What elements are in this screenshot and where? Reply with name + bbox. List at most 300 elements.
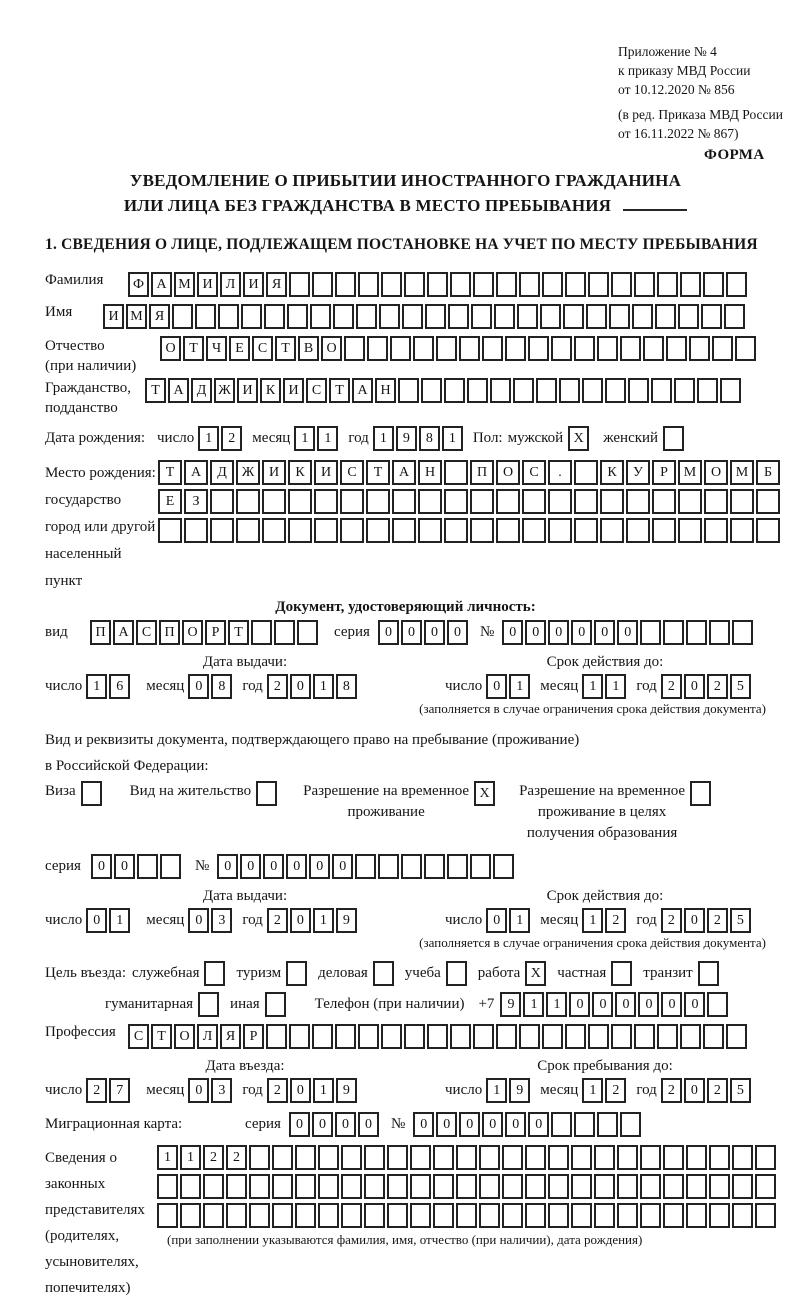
char-cell[interactable] xyxy=(218,304,239,329)
char-cell[interactable] xyxy=(493,854,514,879)
char-cell[interactable] xyxy=(318,1203,339,1228)
char-cell[interactable] xyxy=(704,489,728,514)
char-cell[interactable]: П xyxy=(159,620,180,645)
char-cell[interactable]: У xyxy=(626,460,650,485)
char-cell[interactable]: О xyxy=(182,620,203,645)
char-cell[interactable]: О xyxy=(174,1024,195,1049)
surname-input[interactable] xyxy=(128,272,749,297)
char-cell[interactable] xyxy=(574,489,598,514)
char-cell[interactable] xyxy=(657,272,678,297)
char-cell[interactable] xyxy=(333,304,354,329)
char-cell[interactable] xyxy=(289,272,310,297)
purpose-official-checkbox[interactable] xyxy=(204,961,225,986)
char-cell[interactable] xyxy=(703,1024,724,1049)
char-cell[interactable]: 0 xyxy=(615,992,636,1017)
char-cell[interactable] xyxy=(528,336,549,361)
char-cell[interactable]: 0 xyxy=(335,1112,356,1137)
char-cell[interactable]: Ж xyxy=(236,460,260,485)
char-cell[interactable]: К xyxy=(600,460,624,485)
char-cell[interactable] xyxy=(563,304,584,329)
char-cell[interactable] xyxy=(444,460,468,485)
char-cell[interactable]: Я xyxy=(149,304,170,329)
char-cell[interactable]: 2 xyxy=(707,1078,728,1103)
char-cell[interactable]: 0 xyxy=(309,854,330,879)
purpose-tourism-checkbox[interactable] xyxy=(286,961,307,986)
doc-valid-month-input[interactable] xyxy=(582,674,628,699)
char-cell[interactable] xyxy=(519,272,540,297)
char-cell[interactable] xyxy=(157,1174,178,1199)
char-cell[interactable] xyxy=(548,1145,569,1170)
char-cell[interactable]: А xyxy=(151,272,172,297)
edu-residence-checkbox[interactable] xyxy=(690,781,711,806)
char-cell[interactable]: Т xyxy=(183,336,204,361)
char-cell[interactable] xyxy=(471,304,492,329)
char-cell[interactable] xyxy=(366,518,390,543)
migration-series-input[interactable] xyxy=(289,1112,381,1137)
char-cell[interactable] xyxy=(404,1024,425,1049)
char-cell[interactable]: 0 xyxy=(482,1112,503,1137)
char-cell[interactable] xyxy=(410,1145,431,1170)
entry-year-input[interactable] xyxy=(267,1078,359,1103)
char-cell[interactable]: М xyxy=(678,460,702,485)
char-cell[interactable]: И xyxy=(243,272,264,297)
char-cell[interactable] xyxy=(314,489,338,514)
char-cell[interactable]: 0 xyxy=(638,992,659,1017)
char-cell[interactable] xyxy=(730,518,754,543)
char-cell[interactable]: Я xyxy=(266,272,287,297)
char-cell[interactable]: 2 xyxy=(86,1078,107,1103)
char-cell[interactable]: 1 xyxy=(582,1078,603,1103)
char-cell[interactable]: С xyxy=(136,620,157,645)
birth-place-input-line-2[interactable] xyxy=(158,489,782,514)
char-cell[interactable] xyxy=(582,378,603,403)
char-cell[interactable]: 0 xyxy=(114,854,135,879)
char-cell[interactable]: 0 xyxy=(447,620,468,645)
residence-permit-checkbox[interactable] xyxy=(256,781,277,806)
char-cell[interactable] xyxy=(180,1174,201,1199)
char-cell[interactable] xyxy=(663,1174,684,1199)
char-cell[interactable] xyxy=(640,1174,661,1199)
char-cell[interactable] xyxy=(709,1174,730,1199)
char-cell[interactable] xyxy=(433,1174,454,1199)
char-cell[interactable]: А xyxy=(113,620,134,645)
char-cell[interactable] xyxy=(755,1203,776,1228)
char-cell[interactable] xyxy=(735,336,756,361)
char-cell[interactable] xyxy=(519,1024,540,1049)
char-cell[interactable]: Д xyxy=(191,378,212,403)
char-cell[interactable] xyxy=(249,1145,270,1170)
char-cell[interactable]: 0 xyxy=(548,620,569,645)
char-cell[interactable] xyxy=(588,272,609,297)
char-cell[interactable] xyxy=(295,1203,316,1228)
char-cell[interactable]: П xyxy=(90,620,111,645)
char-cell[interactable]: 0 xyxy=(661,992,682,1017)
residence-valid-year-input[interactable] xyxy=(661,908,753,933)
char-cell[interactable] xyxy=(436,336,457,361)
char-cell[interactable] xyxy=(295,1145,316,1170)
char-cell[interactable]: 1 xyxy=(294,426,315,451)
char-cell[interactable] xyxy=(341,1203,362,1228)
char-cell[interactable] xyxy=(663,1145,684,1170)
char-cell[interactable]: 0 xyxy=(358,1112,379,1137)
char-cell[interactable]: П xyxy=(470,460,494,485)
entry-day-input[interactable] xyxy=(86,1078,132,1103)
char-cell[interactable] xyxy=(410,1174,431,1199)
char-cell[interactable]: С xyxy=(128,1024,149,1049)
char-cell[interactable]: 2 xyxy=(226,1145,247,1170)
char-cell[interactable]: 0 xyxy=(413,1112,434,1137)
char-cell[interactable] xyxy=(358,272,379,297)
char-cell[interactable] xyxy=(726,1024,747,1049)
char-cell[interactable]: 1 xyxy=(442,426,463,451)
char-cell[interactable] xyxy=(341,1145,362,1170)
char-cell[interactable]: 2 xyxy=(267,908,288,933)
char-cell[interactable] xyxy=(398,378,419,403)
char-cell[interactable]: М xyxy=(174,272,195,297)
char-cell[interactable]: А xyxy=(352,378,373,403)
char-cell[interactable] xyxy=(318,1174,339,1199)
char-cell[interactable] xyxy=(490,378,511,403)
char-cell[interactable] xyxy=(456,1203,477,1228)
char-cell[interactable]: Р xyxy=(652,460,676,485)
char-cell[interactable]: 0 xyxy=(571,620,592,645)
char-cell[interactable] xyxy=(387,1174,408,1199)
char-cell[interactable] xyxy=(732,1174,753,1199)
char-cell[interactable] xyxy=(525,1145,546,1170)
char-cell[interactable] xyxy=(517,304,538,329)
citizenship-input[interactable] xyxy=(145,378,743,403)
char-cell[interactable] xyxy=(479,1174,500,1199)
char-cell[interactable]: Л xyxy=(220,272,241,297)
char-cell[interactable] xyxy=(680,272,701,297)
char-cell[interactable] xyxy=(674,378,695,403)
temp-residence-checkbox[interactable]: X xyxy=(474,781,495,806)
char-cell[interactable]: 8 xyxy=(211,674,232,699)
char-cell[interactable] xyxy=(272,1203,293,1228)
char-cell[interactable]: О xyxy=(496,460,520,485)
char-cell[interactable] xyxy=(709,620,730,645)
representatives-input-line-2[interactable] xyxy=(157,1174,778,1199)
migration-number-input[interactable] xyxy=(413,1112,643,1137)
residence-valid-day-input[interactable] xyxy=(486,908,532,933)
char-cell[interactable]: 0 xyxy=(684,992,705,1017)
patronymic-input[interactable] xyxy=(160,336,758,361)
char-cell[interactable] xyxy=(367,336,388,361)
char-cell[interactable] xyxy=(701,304,722,329)
char-cell[interactable]: И xyxy=(262,460,286,485)
char-cell[interactable]: 1 xyxy=(313,908,334,933)
char-cell[interactable] xyxy=(678,489,702,514)
char-cell[interactable]: 1 xyxy=(86,674,107,699)
doc-issue-day-input[interactable] xyxy=(86,674,132,699)
char-cell[interactable] xyxy=(470,489,494,514)
char-cell[interactable]: Т xyxy=(145,378,166,403)
char-cell[interactable] xyxy=(756,489,780,514)
doc-type-input[interactable] xyxy=(90,620,320,645)
char-cell[interactable] xyxy=(295,1174,316,1199)
char-cell[interactable]: И xyxy=(314,460,338,485)
char-cell[interactable] xyxy=(536,378,557,403)
stay-day-input[interactable] xyxy=(486,1078,532,1103)
char-cell[interactable] xyxy=(137,854,158,879)
char-cell[interactable]: 1 xyxy=(582,908,603,933)
char-cell[interactable] xyxy=(712,336,733,361)
char-cell[interactable] xyxy=(274,620,295,645)
char-cell[interactable] xyxy=(617,1203,638,1228)
char-cell[interactable]: 0 xyxy=(459,1112,480,1137)
char-cell[interactable] xyxy=(195,304,216,329)
char-cell[interactable]: 0 xyxy=(525,620,546,645)
char-cell[interactable] xyxy=(413,336,434,361)
char-cell[interactable] xyxy=(525,1203,546,1228)
representatives-input-line-3[interactable] xyxy=(157,1203,778,1228)
char-cell[interactable]: 9 xyxy=(500,992,521,1017)
char-cell[interactable] xyxy=(730,489,754,514)
char-cell[interactable] xyxy=(663,620,684,645)
char-cell[interactable] xyxy=(597,1112,618,1137)
char-cell[interactable] xyxy=(404,272,425,297)
char-cell[interactable]: 0 xyxy=(594,620,615,645)
char-cell[interactable] xyxy=(467,378,488,403)
char-cell[interactable] xyxy=(496,518,520,543)
char-cell[interactable] xyxy=(158,518,182,543)
char-cell[interactable] xyxy=(594,1174,615,1199)
char-cell[interactable] xyxy=(513,378,534,403)
char-cell[interactable]: 0 xyxy=(505,1112,526,1137)
purpose-business-checkbox[interactable] xyxy=(373,961,394,986)
char-cell[interactable] xyxy=(496,1024,517,1049)
char-cell[interactable] xyxy=(611,1024,632,1049)
char-cell[interactable] xyxy=(401,854,422,879)
char-cell[interactable] xyxy=(597,336,618,361)
char-cell[interactable]: 0 xyxy=(684,908,705,933)
char-cell[interactable] xyxy=(444,518,468,543)
char-cell[interactable]: 1 xyxy=(523,992,544,1017)
char-cell[interactable] xyxy=(732,1145,753,1170)
char-cell[interactable] xyxy=(473,272,494,297)
char-cell[interactable] xyxy=(236,489,260,514)
char-cell[interactable]: Т xyxy=(275,336,296,361)
char-cell[interactable]: 0 xyxy=(569,992,590,1017)
char-cell[interactable] xyxy=(402,304,423,329)
char-cell[interactable] xyxy=(470,854,491,879)
char-cell[interactable] xyxy=(666,336,687,361)
char-cell[interactable]: 2 xyxy=(707,674,728,699)
char-cell[interactable] xyxy=(540,304,561,329)
char-cell[interactable]: 7 xyxy=(109,1078,130,1103)
char-cell[interactable]: 5 xyxy=(730,674,751,699)
char-cell[interactable] xyxy=(502,1174,523,1199)
char-cell[interactable]: 1 xyxy=(317,426,338,451)
char-cell[interactable] xyxy=(703,272,724,297)
char-cell[interactable] xyxy=(494,304,515,329)
sex-male-checkbox[interactable]: X xyxy=(568,426,589,451)
char-cell[interactable] xyxy=(680,1024,701,1049)
char-cell[interactable]: 3 xyxy=(211,908,232,933)
char-cell[interactable] xyxy=(628,378,649,403)
char-cell[interactable] xyxy=(335,272,356,297)
char-cell[interactable]: 0 xyxy=(684,1078,705,1103)
char-cell[interactable]: 1 xyxy=(373,426,394,451)
char-cell[interactable] xyxy=(643,336,664,361)
birth-month-input[interactable] xyxy=(294,426,340,451)
char-cell[interactable] xyxy=(496,489,520,514)
char-cell[interactable]: О xyxy=(160,336,181,361)
char-cell[interactable] xyxy=(686,1203,707,1228)
char-cell[interactable] xyxy=(663,1203,684,1228)
representatives-input-line-1[interactable] xyxy=(157,1145,778,1170)
char-cell[interactable] xyxy=(657,1024,678,1049)
char-cell[interactable] xyxy=(344,336,365,361)
char-cell[interactable] xyxy=(709,1145,730,1170)
char-cell[interactable]: 0 xyxy=(424,620,445,645)
char-cell[interactable] xyxy=(379,304,400,329)
char-cell[interactable] xyxy=(594,1145,615,1170)
char-cell[interactable] xyxy=(392,489,416,514)
char-cell[interactable]: Ч xyxy=(206,336,227,361)
char-cell[interactable] xyxy=(724,304,745,329)
char-cell[interactable]: 2 xyxy=(605,1078,626,1103)
char-cell[interactable] xyxy=(355,854,376,879)
char-cell[interactable]: 2 xyxy=(707,908,728,933)
char-cell[interactable] xyxy=(456,1145,477,1170)
sex-female-checkbox[interactable] xyxy=(663,426,684,451)
residence-number-input[interactable] xyxy=(217,854,516,879)
char-cell[interactable] xyxy=(686,620,707,645)
char-cell[interactable] xyxy=(686,1174,707,1199)
char-cell[interactable]: Б xyxy=(756,460,780,485)
char-cell[interactable] xyxy=(726,272,747,297)
char-cell[interactable]: Е xyxy=(229,336,250,361)
char-cell[interactable]: Н xyxy=(375,378,396,403)
char-cell[interactable] xyxy=(249,1203,270,1228)
doc-series-input[interactable] xyxy=(378,620,470,645)
residence-valid-month-input[interactable] xyxy=(582,908,628,933)
char-cell[interactable] xyxy=(640,1145,661,1170)
char-cell[interactable] xyxy=(226,1203,247,1228)
char-cell[interactable] xyxy=(340,518,364,543)
char-cell[interactable] xyxy=(548,489,572,514)
char-cell[interactable] xyxy=(626,518,650,543)
char-cell[interactable]: Р xyxy=(205,620,226,645)
char-cell[interactable] xyxy=(172,304,193,329)
char-cell[interactable] xyxy=(689,336,710,361)
char-cell[interactable]: 9 xyxy=(336,908,357,933)
char-cell[interactable] xyxy=(655,304,676,329)
doc-issue-month-input[interactable] xyxy=(188,674,234,699)
char-cell[interactable] xyxy=(479,1203,500,1228)
char-cell[interactable] xyxy=(620,336,641,361)
char-cell[interactable] xyxy=(392,518,416,543)
char-cell[interactable] xyxy=(505,336,526,361)
char-cell[interactable] xyxy=(600,489,624,514)
char-cell[interactable] xyxy=(356,304,377,329)
char-cell[interactable]: М xyxy=(126,304,147,329)
char-cell[interactable]: Т xyxy=(366,460,390,485)
char-cell[interactable] xyxy=(640,1203,661,1228)
char-cell[interactable]: 2 xyxy=(203,1145,224,1170)
purpose-study-checkbox[interactable] xyxy=(446,961,467,986)
char-cell[interactable] xyxy=(496,272,517,297)
char-cell[interactable]: С xyxy=(522,460,546,485)
char-cell[interactable] xyxy=(184,518,208,543)
char-cell[interactable] xyxy=(203,1174,224,1199)
char-cell[interactable]: 0 xyxy=(86,908,107,933)
char-cell[interactable] xyxy=(548,1174,569,1199)
char-cell[interactable]: 0 xyxy=(486,908,507,933)
char-cell[interactable] xyxy=(632,304,653,329)
char-cell[interactable] xyxy=(381,1024,402,1049)
char-cell[interactable]: О xyxy=(321,336,342,361)
char-cell[interactable]: С xyxy=(306,378,327,403)
char-cell[interactable]: 0 xyxy=(486,674,507,699)
char-cell[interactable]: 0 xyxy=(188,674,209,699)
char-cell[interactable]: 1 xyxy=(180,1145,201,1170)
char-cell[interactable] xyxy=(574,518,598,543)
doc-valid-year-input[interactable] xyxy=(661,674,753,699)
char-cell[interactable]: Ф xyxy=(128,272,149,297)
char-cell[interactable] xyxy=(574,460,598,485)
char-cell[interactable] xyxy=(588,1024,609,1049)
char-cell[interactable] xyxy=(444,378,465,403)
char-cell[interactable] xyxy=(448,304,469,329)
char-cell[interactable]: 9 xyxy=(336,1078,357,1103)
char-cell[interactable] xyxy=(433,1145,454,1170)
char-cell[interactable] xyxy=(314,518,338,543)
char-cell[interactable] xyxy=(559,378,580,403)
char-cell[interactable]: 1 xyxy=(198,426,219,451)
char-cell[interactable] xyxy=(571,1203,592,1228)
char-cell[interactable]: 0 xyxy=(217,854,238,879)
char-cell[interactable]: 0 xyxy=(91,854,112,879)
char-cell[interactable]: 2 xyxy=(661,674,682,699)
char-cell[interactable]: 0 xyxy=(378,620,399,645)
char-cell[interactable] xyxy=(600,518,624,543)
char-cell[interactable] xyxy=(732,620,753,645)
char-cell[interactable] xyxy=(180,1203,201,1228)
char-cell[interactable] xyxy=(210,518,234,543)
char-cell[interactable] xyxy=(542,1024,563,1049)
doc-number-input[interactable] xyxy=(502,620,755,645)
char-cell[interactable] xyxy=(707,992,728,1017)
purpose-transit-checkbox[interactable] xyxy=(698,961,719,986)
char-cell[interactable]: 2 xyxy=(221,426,242,451)
char-cell[interactable] xyxy=(424,854,445,879)
char-cell[interactable] xyxy=(522,518,546,543)
char-cell[interactable] xyxy=(450,272,471,297)
char-cell[interactable]: 0 xyxy=(528,1112,549,1137)
char-cell[interactable]: Т xyxy=(151,1024,172,1049)
char-cell[interactable]: 1 xyxy=(109,908,130,933)
char-cell[interactable]: 0 xyxy=(240,854,261,879)
char-cell[interactable] xyxy=(482,336,503,361)
char-cell[interactable] xyxy=(605,378,626,403)
char-cell[interactable]: 0 xyxy=(592,992,613,1017)
profession-input[interactable] xyxy=(128,1024,749,1049)
char-cell[interactable] xyxy=(522,489,546,514)
purpose-private-checkbox[interactable] xyxy=(611,961,632,986)
char-cell[interactable]: 0 xyxy=(188,1078,209,1103)
char-cell[interactable] xyxy=(266,1024,287,1049)
char-cell[interactable] xyxy=(390,336,411,361)
char-cell[interactable] xyxy=(470,518,494,543)
char-cell[interactable] xyxy=(341,1174,362,1199)
char-cell[interactable] xyxy=(502,1145,523,1170)
char-cell[interactable]: 8 xyxy=(419,426,440,451)
char-cell[interactable] xyxy=(611,272,632,297)
char-cell[interactable] xyxy=(447,854,468,879)
char-cell[interactable] xyxy=(312,272,333,297)
